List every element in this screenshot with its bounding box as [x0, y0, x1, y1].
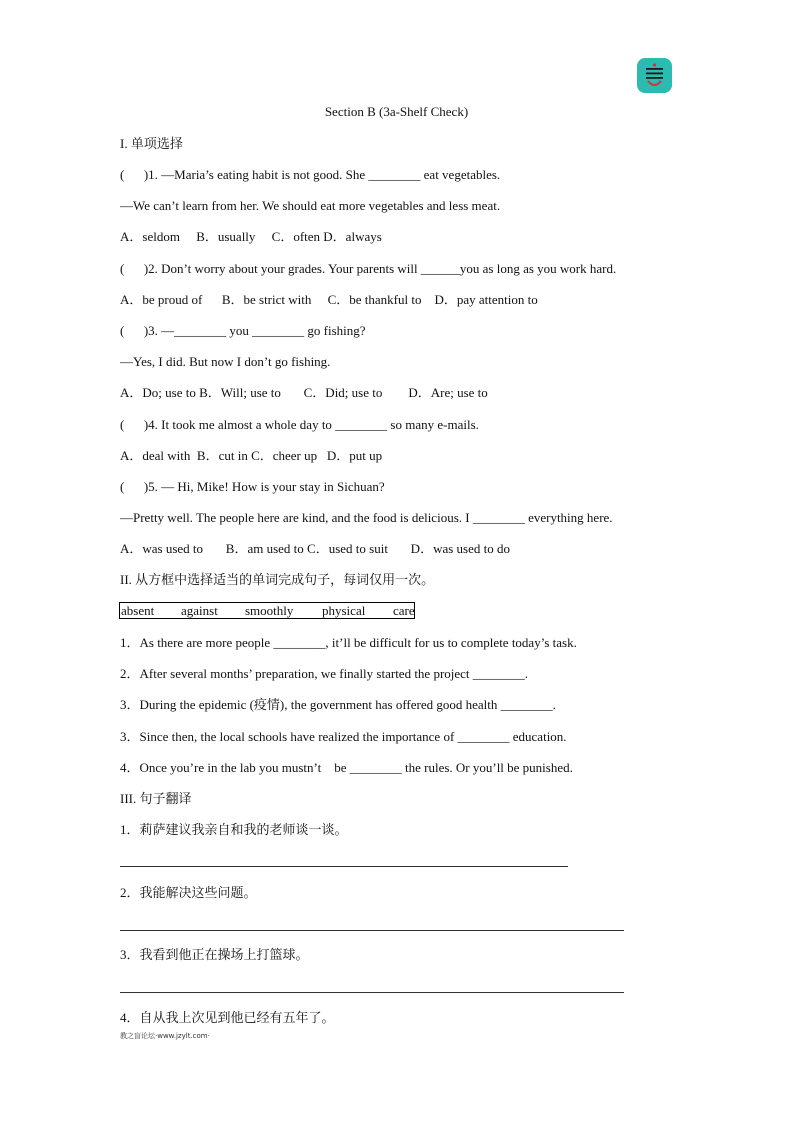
section-heading-word-fill: II. 从方框中选择适当的单词完成句子，每词仅用一次。 — [120, 572, 435, 587]
word-option: care — [393, 603, 415, 618]
question-5-reply: —Pretty well. The people here are kind, and the food is delicious. I ________ everything here. — [120, 510, 613, 525]
page-title: Section B (3a-Shelf Check) — [324, 104, 469, 119]
translation-prompt: 1．莉萨建议我亲自和我的老师谈一谈。 — [120, 822, 348, 837]
translation-prompt: 4．自从我上次见到他已经有五年了。 — [120, 1010, 335, 1025]
fill-sentence: 3．Since then, the local schools have realized the importance of ________ education. — [120, 729, 567, 744]
question-1-options: A．seldom B．usually C．often D．always — [120, 229, 382, 244]
word-option: smoothly — [245, 603, 294, 618]
answer-line — [120, 930, 624, 931]
question-3-options: A．Do; use to B．Will; use to C．Did; use to D．Are; use to — [120, 385, 488, 400]
question-1: ( )1. —Maria’s eating habit is not good. She ________ eat vegetables. — [120, 167, 501, 182]
question-4: ( )4. It took me almost a whole day to ________ so many e-mails. — [120, 417, 479, 432]
question-1-reply: —We can’t learn from her. We should eat more vegetables and less meat. — [120, 198, 501, 213]
translation-prompt: 3．我看到他正在操场上打篮球。 — [120, 947, 309, 962]
footer-watermark: 教之盲论坛·www.jzylt.com· — [120, 1032, 210, 1040]
translation-prompt: 2．我能解决这些问题。 — [120, 885, 257, 900]
word-option: against — [181, 603, 218, 618]
question-5: ( )5. — Hi, Mike! How is your stay in Sichuan? — [120, 479, 385, 494]
section-heading-translation: III. 句子翻译 — [120, 791, 192, 806]
question-2-options: A．be proud of B．be strict with C．be thankful to D．pay attention to — [120, 292, 538, 307]
question-3: ( )3. —________ you ________ go fishing? — [120, 323, 366, 338]
question-2: ( )2. Don’t worry about your grades. Your parents will ______you as long as you work hard. — [120, 261, 617, 276]
fill-sentence: 1．As there are more people ________, it’ll be difficult for us to complete today’s task. — [120, 635, 577, 650]
word-box — [119, 602, 415, 619]
fill-sentence: 2．After several months’ preparation, we finally started the project ________. — [120, 666, 529, 681]
question-3-reply: —Yes, I did. But now I don’t go fishing. — [120, 354, 331, 369]
answer-line — [120, 866, 568, 867]
question-4-options: A．deal with B．cut in C．cheer up D．put up — [120, 448, 383, 463]
word-option: physical — [322, 603, 366, 618]
section-heading-multiple-choice: I. 单项选择 — [120, 136, 183, 151]
answer-line — [120, 992, 624, 993]
fill-sentence: 3．During the epidemic (疫情), the government has offered good health ________. — [120, 697, 556, 712]
question-5-options: A．was used to B．am used to C．used to suit D．was used to do — [120, 541, 510, 556]
fill-sentence: 4．Once you’re in the lab you mustn’t be ________ the rules. Or you’ll be punished. — [120, 760, 573, 775]
word-option: absent — [121, 603, 155, 618]
brand-logo-icon — [637, 58, 672, 93]
